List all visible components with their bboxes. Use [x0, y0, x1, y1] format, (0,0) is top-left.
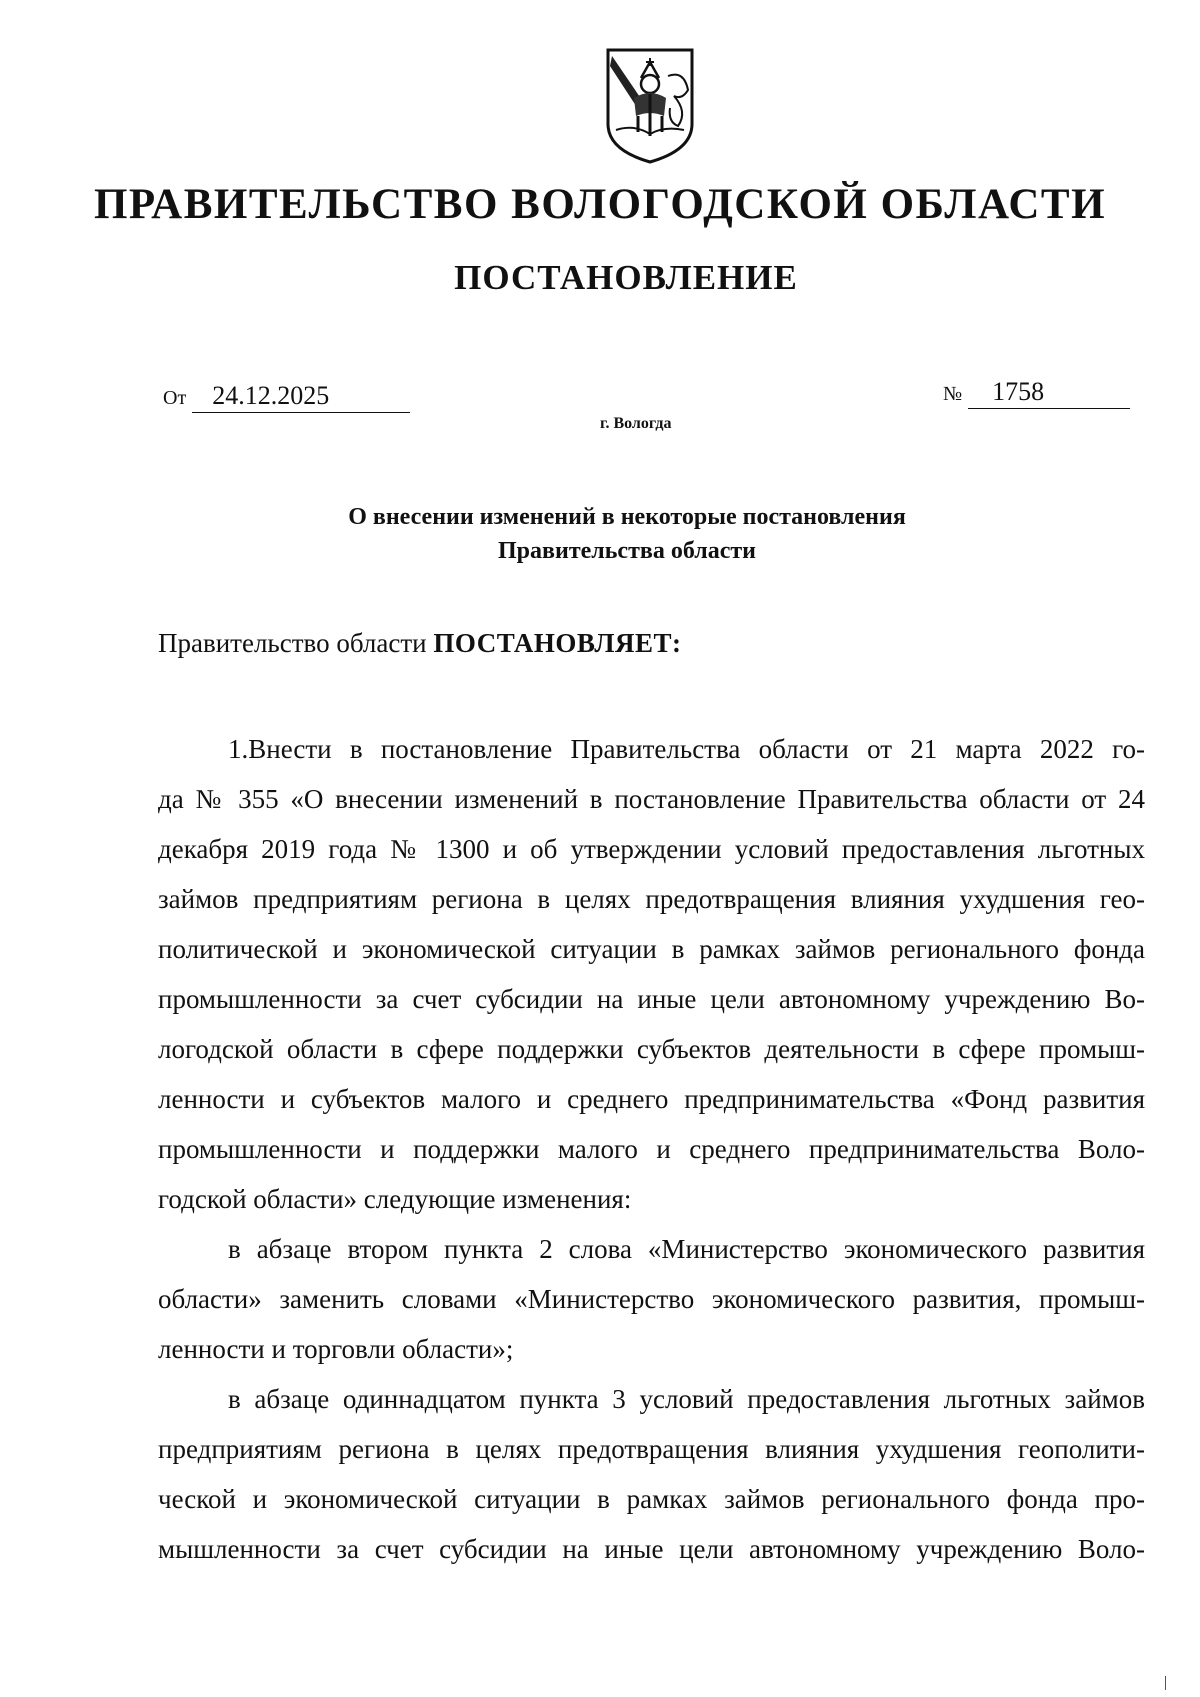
body-line: предприятиям региона в целях предотвращения влияния ухудшения геополити-: [158, 1434, 1145, 1464]
subject-line: О внесении изменений в некоторые постановления: [348, 504, 906, 530]
paragraph-3: [158, 1374, 1145, 1574]
body-line: декабря 2019 года № 1300 и об утверждении условий предоставления льготных: [158, 834, 1145, 864]
body-line: да № 355 «О внесении изменений в постановление Правительства области от 24: [158, 784, 1145, 814]
number-prefix: №: [943, 383, 963, 405]
date-prefix: От: [163, 387, 187, 409]
paragraph-1: [158, 724, 1145, 1224]
city-label: г. Вологда: [600, 415, 672, 432]
subject-line: Правительства области: [498, 538, 756, 564]
number-field: [943, 378, 1130, 409]
decree-lead: Правительство области: [158, 628, 427, 658]
paragraph-number: 1.: [228, 734, 249, 764]
body-line: логодской области в сфере поддержки субъектов деятельности в сфере промыш-: [158, 1034, 1145, 1064]
document-body: [158, 724, 1145, 1574]
body-line: промышленности и поддержки малого и среднего предпринимательства Воло-: [158, 1134, 1145, 1164]
body-line: области» заменить словами «Министерство экономического развития, промыш-: [158, 1284, 1145, 1314]
decree-verb: ПОСТАНОВЛЯЕТ:: [433, 628, 682, 658]
body-line: ленности и торговли области»;: [158, 1334, 514, 1364]
body-line: займов предприятиям региона в целях предотвращения влияния ухудшения гео-: [158, 884, 1145, 914]
document-subject: [0, 500, 1200, 568]
body-line: в абзаце втором пункта 2 слова «Министерство экономического развития: [228, 1234, 1145, 1264]
body-line: ческой и экономической ситуации в рамках займов регионального фонда про-: [158, 1484, 1145, 1514]
body-line: ленности и субъектов малого и среднего предпринимательства «Фонд развития: [158, 1084, 1145, 1114]
body-line: промышленности за счет субсидии на иные цели автономному учреждению Во-: [158, 984, 1145, 1014]
body-line: мышленности за счет субсидии на иные цели автономному учреждению Воло-: [158, 1534, 1145, 1564]
vologda-coat-of-arms-icon: [604, 46, 696, 166]
body-line: в абзаце одиннадцатом пункта 3 условий предоставления льготных займов: [228, 1384, 1145, 1414]
body-line: политической и экономической ситуации в рамках займов регионального фонда: [158, 934, 1145, 964]
body-line: [158, 724, 1145, 774]
body-line: годской области» следующие изменения:: [158, 1184, 632, 1214]
scan-mark: [1165, 1676, 1166, 1690]
body-line-text: Внести в постановление Правительства области от 21 марта 2022 го-: [248, 734, 1145, 764]
date-value: 24.12.2025: [192, 382, 410, 413]
document-type: ПОСТАНОВЛЕНИЕ: [454, 258, 798, 297]
number-value: 1758: [968, 378, 1130, 409]
organization-title: ПРАВИТЕЛЬСТВО ВОЛОГОДСКОЙ ОБЛАСТИ: [93, 181, 1107, 228]
paragraph-2: [158, 1224, 1145, 1374]
date-field: [163, 382, 410, 413]
decree-statement: [158, 628, 681, 659]
